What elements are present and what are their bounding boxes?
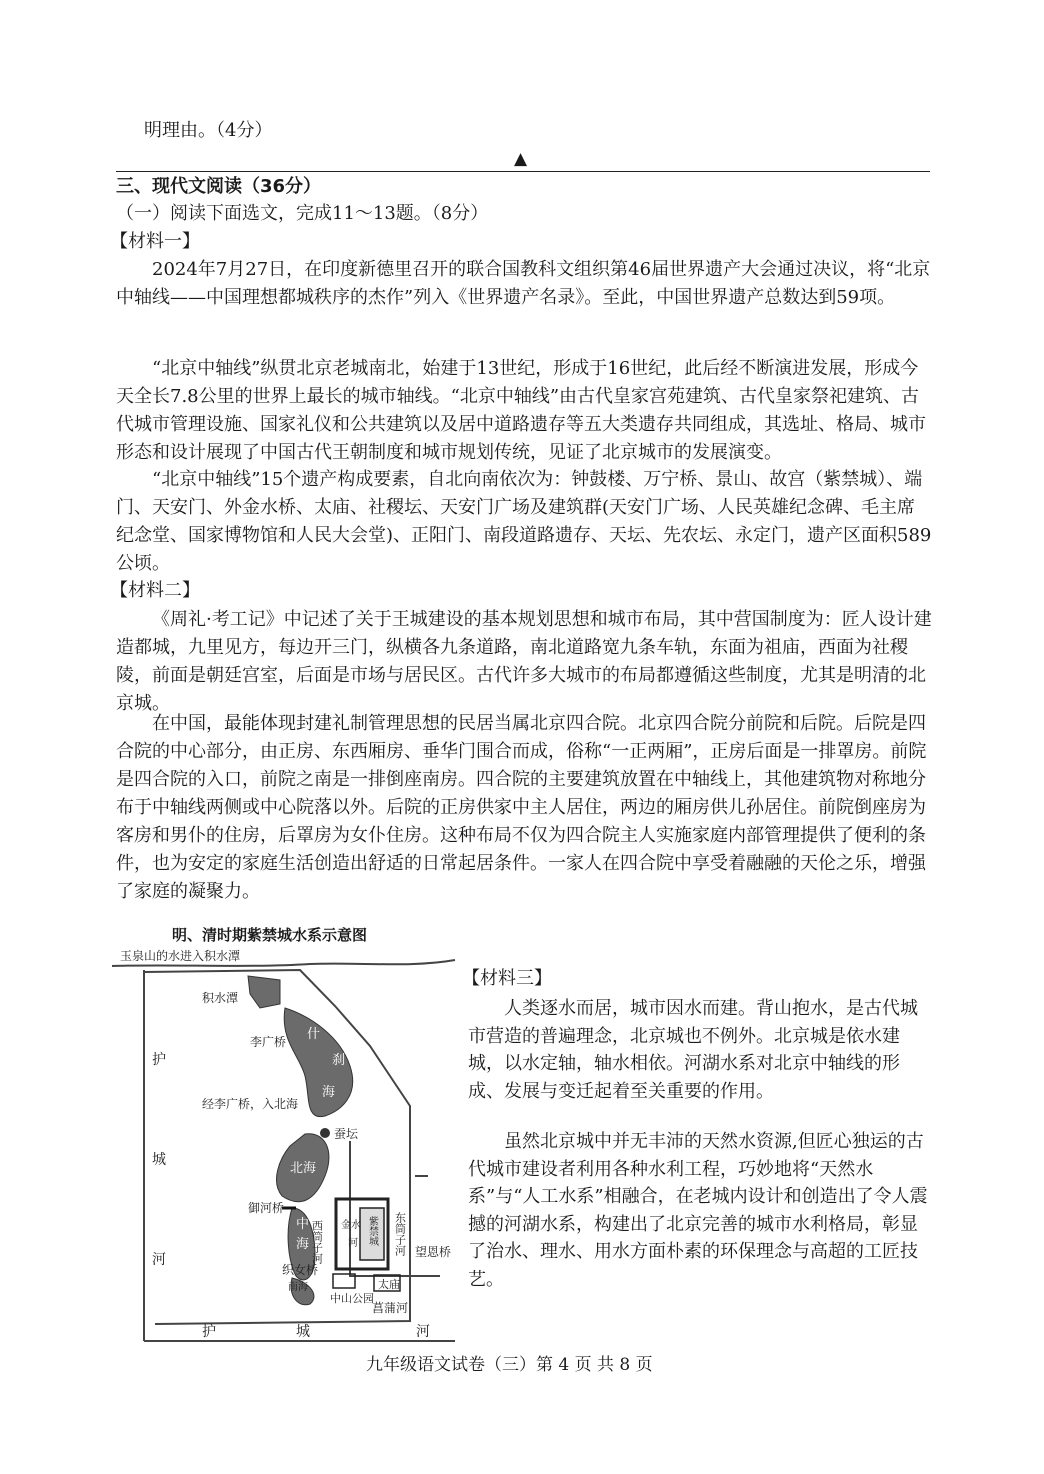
answer-triangle-marker: ▲ (514, 149, 528, 169)
page-footer: 九年级语文试卷（三）第 4 页 共 8 页 (366, 1355, 653, 1375)
water-system-map (110, 946, 460, 1346)
subsection-title: （一）阅读下面选文，完成11～13题。（8分） (116, 203, 489, 224)
map-label-cha: 刹 (332, 1053, 346, 1068)
material1-paragraph-3: “北京中轴线”15个遗产构成要素，自北向南依次为：钟鼓楼、万宁桥、景山、故宫（紫禁城）、端门、天安门、外金水桥、太庙、社稷坛、天安门广场及建筑群(天安门广场、人民英雄纪念碑、毛主席纪念堂、国家博物馆和人民大会堂)、正阳门、南段道路遗存、天坛、先农坛、永定门，遗产区面积589公顷。 (116, 469, 932, 574)
map-label-zhongshan-park: 中山公园 (330, 1292, 374, 1305)
previous-question-tail: 明理由。（4分） (144, 120, 273, 141)
map-label-changpuhe: 菖蒲河 (372, 1301, 409, 1315)
map-inner-wall (144, 970, 410, 1324)
material2-paragraph-2: 在中国，最能体现封建礼制管理思想的民居当属北京四合院。北京四合院分前院和后院。后院是四合院的中心部分，由正房、东西厢房、垂华门围合而成，俗称“一正两厢”，正房后面是一排罩房。前院是四合院的入口，前院之南是一排倒座南房。四合院的主要建筑放置在中轴线上，其他建筑物对称地分布于中轴线两侧或中心院落以外。后院的正房供家中主人居住，两边的厢房供儿孙居住。前院倒座房为客房和男仆的住房，后罩房为女仆住房。这种布局不仅为四合院主人实施家庭内部管理提供了便利的条件，也为安定的家庭生活创造出舒适的日常起居条件。一家人在四合院中享受着融融的天伦之乐，增强了家庭的凝聚力。 (116, 713, 927, 902)
map-label-via: 经李广桥，入北海 (202, 1097, 299, 1111)
map-label-yuheqiao: 御河桥 (248, 1201, 285, 1215)
map-label-zhinvqiao: 织女桥 (282, 1263, 319, 1277)
section-title: 三、现代文阅读（36分） (116, 176, 322, 197)
map-label-liguangqiao: 李广桥 (250, 1035, 287, 1049)
map-label-jishuitan: 积水潭 (202, 991, 239, 1005)
map-label-jinshui: 金水 (341, 1220, 361, 1231)
material2-paragraph-1: 《周礼·考工记》中记述了关于王城建设的基本规划思想和城市布局，其中营国制度为：匠人设计建造都城，九里见方，每边开三门，纵横各九条道路，南北道路宽九条车轨，东面为祖庙，西面为社稷陵，前面是朝廷宫室，后面是市场与居民区。古代许多大城市的布局都遵循这些制度，尤其是明清的北京城。 (116, 609, 932, 714)
map-label-zhong: 中 (296, 1217, 310, 1232)
map-title: 明、清时期紫禁城水系示意图 (172, 926, 368, 944)
map-label-wangenqiao: 望恩桥 (415, 1245, 452, 1259)
map-label-cantan: 蚕坛 (334, 1127, 359, 1141)
map-label-cheng-bottom: 城 (296, 1324, 310, 1340)
map-cantan-marker (320, 1128, 330, 1138)
map-label-beihai: 北海 (290, 1161, 317, 1176)
map-label-he-left: 河 (152, 1252, 166, 1268)
map-label-hai: 海 (322, 1085, 336, 1100)
map-label-hu-bottom: 护 (202, 1324, 216, 1340)
map-label-dong-tongzihe: 东筒子河 (393, 1212, 407, 1256)
map-label-he: 河 (348, 1238, 358, 1249)
map-label-nanhai: 南海 (288, 1282, 308, 1293)
map-lake-jishuitan (248, 976, 280, 1008)
map-label-zijincheng: 紫禁城 (366, 1216, 378, 1246)
material1-paragraph-1: 2024年7月27日，在印度新德里召开的联合国教科文组织第46届世界遗产大会通过决议，将“北京中轴线——中国理想都城秩序的杰作”列入《世界遗产名录》。至此，中国世界遗产总数达到59项。 (116, 259, 931, 308)
material3-heading: 【材料三】 (462, 968, 552, 989)
material1-heading: 【材料一】 (110, 231, 200, 252)
divider-line (116, 171, 930, 172)
map-label-source: 玉泉山的水进入积水潭 (120, 949, 241, 963)
map-label-he-bottom: 河 (416, 1324, 430, 1340)
map-label-cheng-left: 城 (152, 1152, 166, 1168)
map-label-xi-tongzihe: 西筒子河 (310, 1220, 324, 1264)
map-label-shi: 什 (307, 1027, 321, 1042)
material1-paragraph-2: “北京中轴线”纵贯北京老城南北，始建于13世纪，形成于16世纪，此后经不断演进发展，形成今天全长7.8公里的世界上最长的城市轴线。“北京中轴线”由古代皇家宫苑建筑、古代皇家祭祀建筑、古代城市管理设施、国家礼仪和公共建筑以及居中道路遗存等五大类遗存共同组成，其选址、格局、城市形态和设计展现了中国古代王朝制度和城市规划传统，见证了北京城市的发展演变。 (116, 358, 926, 463)
map-label-taimiao: 太庙 (378, 1278, 400, 1291)
map-label-hu-left: 护 (152, 1052, 166, 1068)
material2-heading: 【材料二】 (110, 580, 200, 601)
map-label-hai2: 海 (296, 1237, 310, 1252)
material3-paragraph-1: 人类逐水而居，城市因水而建。背山抱水，是古代城市营造的普遍理念，北京城也不例外。北京城是依水建城，以水定轴，轴水相依。河湖水系对北京中轴线的形成、发展与变迁起着至关重要的作用。 (468, 998, 918, 1102)
material3-paragraph-2: 虽然北京城中并无丰沛的天然水资源,但匠心独运的古代城市建设者利用各种水利工程，巧妙地将“天然水系”与“人工水系”相融合，在老城内设计和创造出了令人震撼的河湖水系，构建出了北京完善的城市水利格局，彰显了治水、理水、用水方面朴素的环保理念与高超的工匠技艺。 (468, 1131, 928, 1290)
